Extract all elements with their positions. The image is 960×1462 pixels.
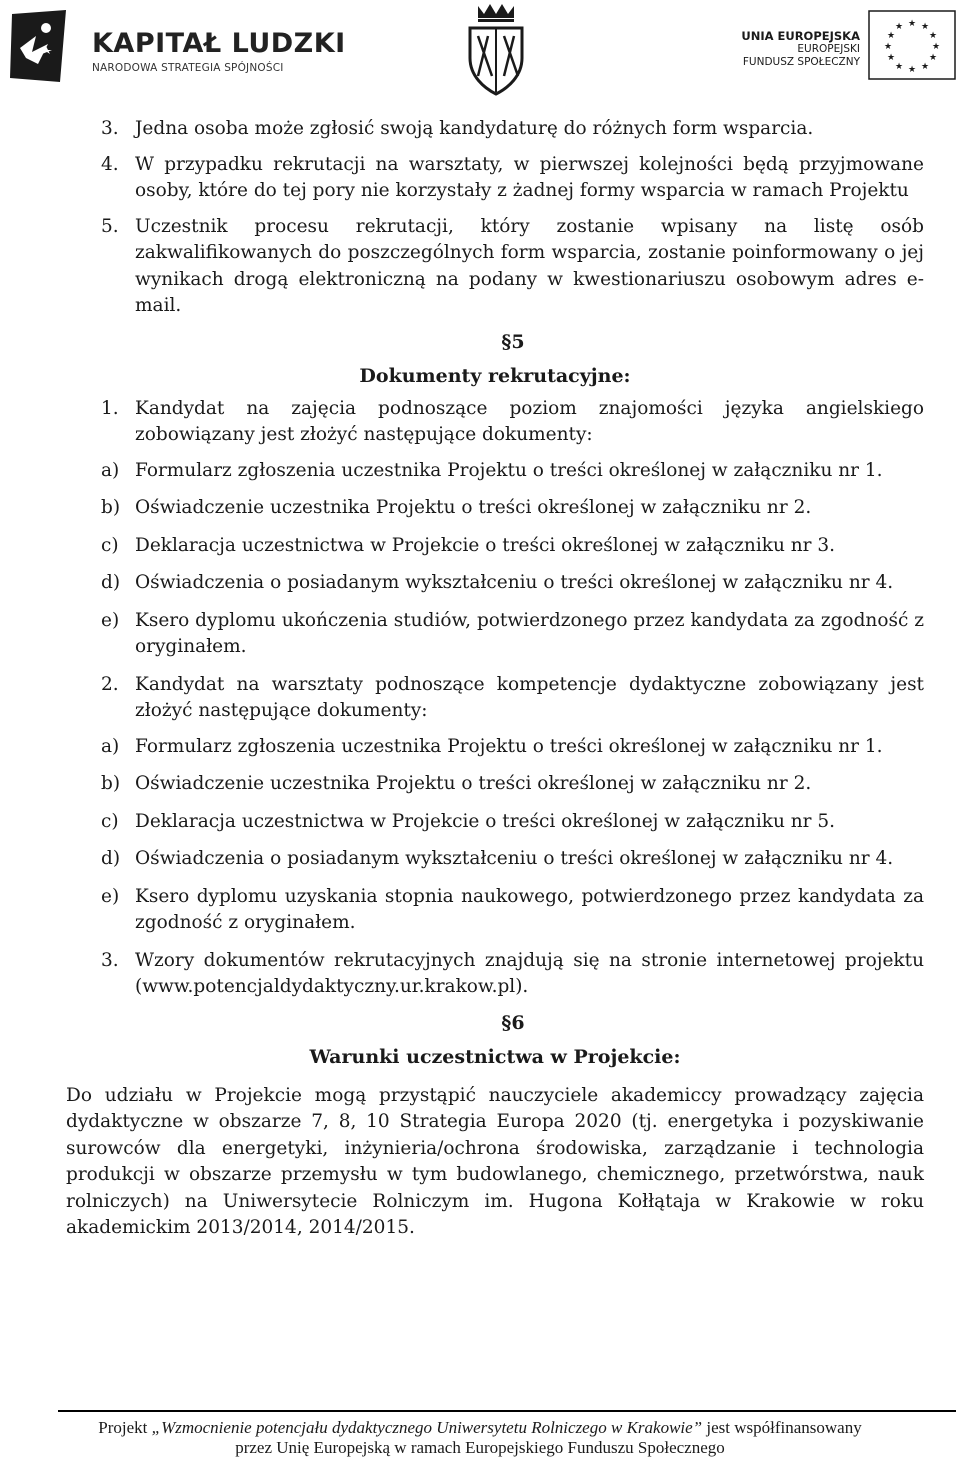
kapital-ludzki-logo-icon (8, 8, 70, 86)
section-6-paragraph: Do udziału w Projekcie mogą przystąpić nauczyciele akademiccy prowadzący zajęcia dydaktyczne w obszarze 7, 8, 10 Strategia Europa 2020 (tj. energetyka i pozyskiwanie surowców dla energetyki, inżynieria/ochrona środowiska, zarządzanie i technologia produkcji w obszarze przemysłu w tym budowlanego, chemicznego, przetwórstwa, nauk rolniczych) na Uniwersytecie Rolniczym im. Hugona Kołłątaja w Krakowie w roku akademickim 2013/2014, 2014/2015. (66, 1084, 924, 1238)
svg-text:★: ★ (907, 19, 917, 29)
svg-text:★: ★ (928, 53, 938, 63)
sub-item-text: Deklaracja uczestnictwa w Projekcie o treści określonej w załączniku nr 3. (135, 534, 836, 556)
sub-item-text: Oświadczenie uczestnika Projektu o treści określonej w załączniku nr 2. (135, 773, 812, 794)
sub-item (66, 884, 924, 937)
section-6-mark: §6 (501, 1011, 525, 1034)
sub-item-text: Oświadczenie uczestnika Projektu o treści określonej w załączniku nr 2. (135, 497, 812, 518)
sub-item (66, 608, 924, 661)
svg-text:★: ★ (920, 22, 930, 32)
sub-item (66, 533, 924, 560)
page-footer (0, 1418, 960, 1458)
university-crest-icon (464, 2, 528, 98)
sub-item (66, 771, 924, 798)
sub-item-letter: b) (101, 773, 121, 794)
sub-item (66, 458, 924, 485)
footer-divider (58, 1410, 956, 1412)
section-6-title: Warunki uczestnictwa w Projekcie: (309, 1046, 681, 1068)
list-item (66, 152, 924, 205)
sub-item-letter: a) (101, 735, 120, 757)
svg-text:★: ★ (886, 31, 896, 41)
sub-item-text: Oświadczenia o posiadanym wykształceniu o treści określonej w załączniku nr 4. (135, 572, 894, 593)
item-number: 5. (101, 215, 119, 237)
section-5-mark: §5 (501, 330, 525, 353)
svg-text:★: ★ (894, 62, 904, 72)
sub-item-letter: c) (101, 810, 119, 832)
svg-text:★: ★ (931, 42, 941, 52)
footer-suffix: jest współfinansowany (706, 1418, 862, 1437)
item-number: 4. (101, 153, 119, 175)
item-number: 1. (101, 397, 119, 419)
section-5-title: Dokumenty rekrutacyjne: (359, 365, 631, 387)
sub-item-text: Formularz zgłoszenia uczestnika Projektu o treści określonej w załączniku nr 1. (135, 735, 883, 757)
sub-item-text: Ksero dyplomu ukończenia studiów, potwierdzonego przez kandydata za zgodność z oryginałem. (135, 609, 924, 657)
sub-item-text: Deklaracja uczestnictwa w Projekcie o treści określonej w załączniku nr 5. (135, 810, 836, 832)
svg-text:★: ★ (920, 62, 930, 72)
item-text: W przypadku rekrutacji na warsztaty, w pierwszej kolejności będą przyjmowane osoby, które do tej pory nie korzystały z żadnej formy wsparcia w ramach Projektu (135, 153, 924, 201)
svg-text:★: ★ (894, 22, 904, 32)
list-item (66, 214, 924, 320)
item-text: Kandydat na zajęcia podnoszące poziom znajomości języka angielskiego zobowiązany jest złożyć następujące dokumenty: (135, 397, 924, 445)
svg-text:★: ★ (907, 65, 917, 75)
page-header (0, 0, 960, 100)
footer-project-title: „Wzmocnienie potencjału dydaktycznego Uniwersytetu Rolniczego w Krakowie” (151, 1418, 703, 1437)
sub-item-letter: e) (101, 885, 120, 907)
eu-flag-icon (868, 10, 956, 80)
list-item (66, 672, 924, 725)
sub-item-letter: d) (101, 848, 121, 869)
item-text: Jedna osoba może zgłosić swoją kandydaturę do różnych form wsparcia. (135, 118, 814, 139)
sub-item (66, 495, 924, 522)
sub-item-letter: a) (101, 459, 120, 481)
sub-item-text: Oświadczenia o posiadanym wykształceniu o treści określonej w załączniku nr 4. (135, 848, 894, 869)
kapital-ludzki-title: KAPITAŁ LUDZKI (92, 28, 346, 59)
sub-item-text: Ksero dyplomu uzyskania stopnia naukowego, potwierdzonego przez kandydata za zgodność z oryginałem. (135, 885, 924, 933)
sub-item-letter: d) (101, 572, 121, 593)
footer-prefix: Projekt (98, 1418, 148, 1437)
item-number: 3. (101, 118, 119, 139)
sub-item-letter: c) (101, 534, 119, 556)
eu-fund-label (727, 30, 860, 69)
eu-line2: EUROPEJSKI (797, 43, 860, 55)
document-body (66, 116, 924, 1242)
sub-item (66, 809, 924, 836)
sub-item (66, 570, 924, 597)
svg-text:★: ★ (928, 31, 938, 41)
item-text: Uczestnik procesu rekrutacji, który zostanie wpisany na listę osób zakwalifikowanych do poszczególnych form wsparcia, zostanie poinformowany o jej wynikach drogą elektroniczną na podany w kwestionariuszu osobowym adres e-mail. (135, 215, 924, 316)
svg-text:★: ★ (886, 53, 896, 63)
list-item (66, 948, 924, 1001)
item-text: Wzory dokumentów rekrutacyjnych znajdują się na stronie internetowej projektu (www.potencjaldydaktyczny.ur.krakow.pl). (135, 949, 924, 997)
kapital-ludzki-subtitle: NARODOWA STRATEGIA SPÓJNOŚCI (92, 62, 284, 74)
sub-item (66, 734, 924, 761)
footer-line-1 (0, 1418, 960, 1438)
item-number: 3. (101, 949, 119, 971)
item-number: 2. (101, 673, 119, 695)
eu-line3: FUNDUSZ SPOŁECZNY (742, 56, 860, 68)
eu-line1: UNIA EUROPEJSKA (741, 29, 860, 43)
sub-item-letter: e) (101, 609, 120, 631)
sub-item (66, 846, 924, 873)
list-item (66, 116, 924, 143)
footer-line-2: przez Unię Europejską w ramach Europejskiego Funduszu Społecznego (235, 1438, 725, 1457)
svg-text:★: ★ (883, 42, 893, 52)
item-text: Kandydat na warsztaty podnoszące kompetencje dydaktyczne zobowiązany jest złożyć następujące dokumenty: (135, 673, 924, 721)
sub-item-text: Formularz zgłoszenia uczestnika Projektu o treści określonej w załączniku nr 1. (135, 459, 883, 481)
list-item (66, 396, 924, 449)
sub-item-letter: b) (101, 497, 121, 518)
